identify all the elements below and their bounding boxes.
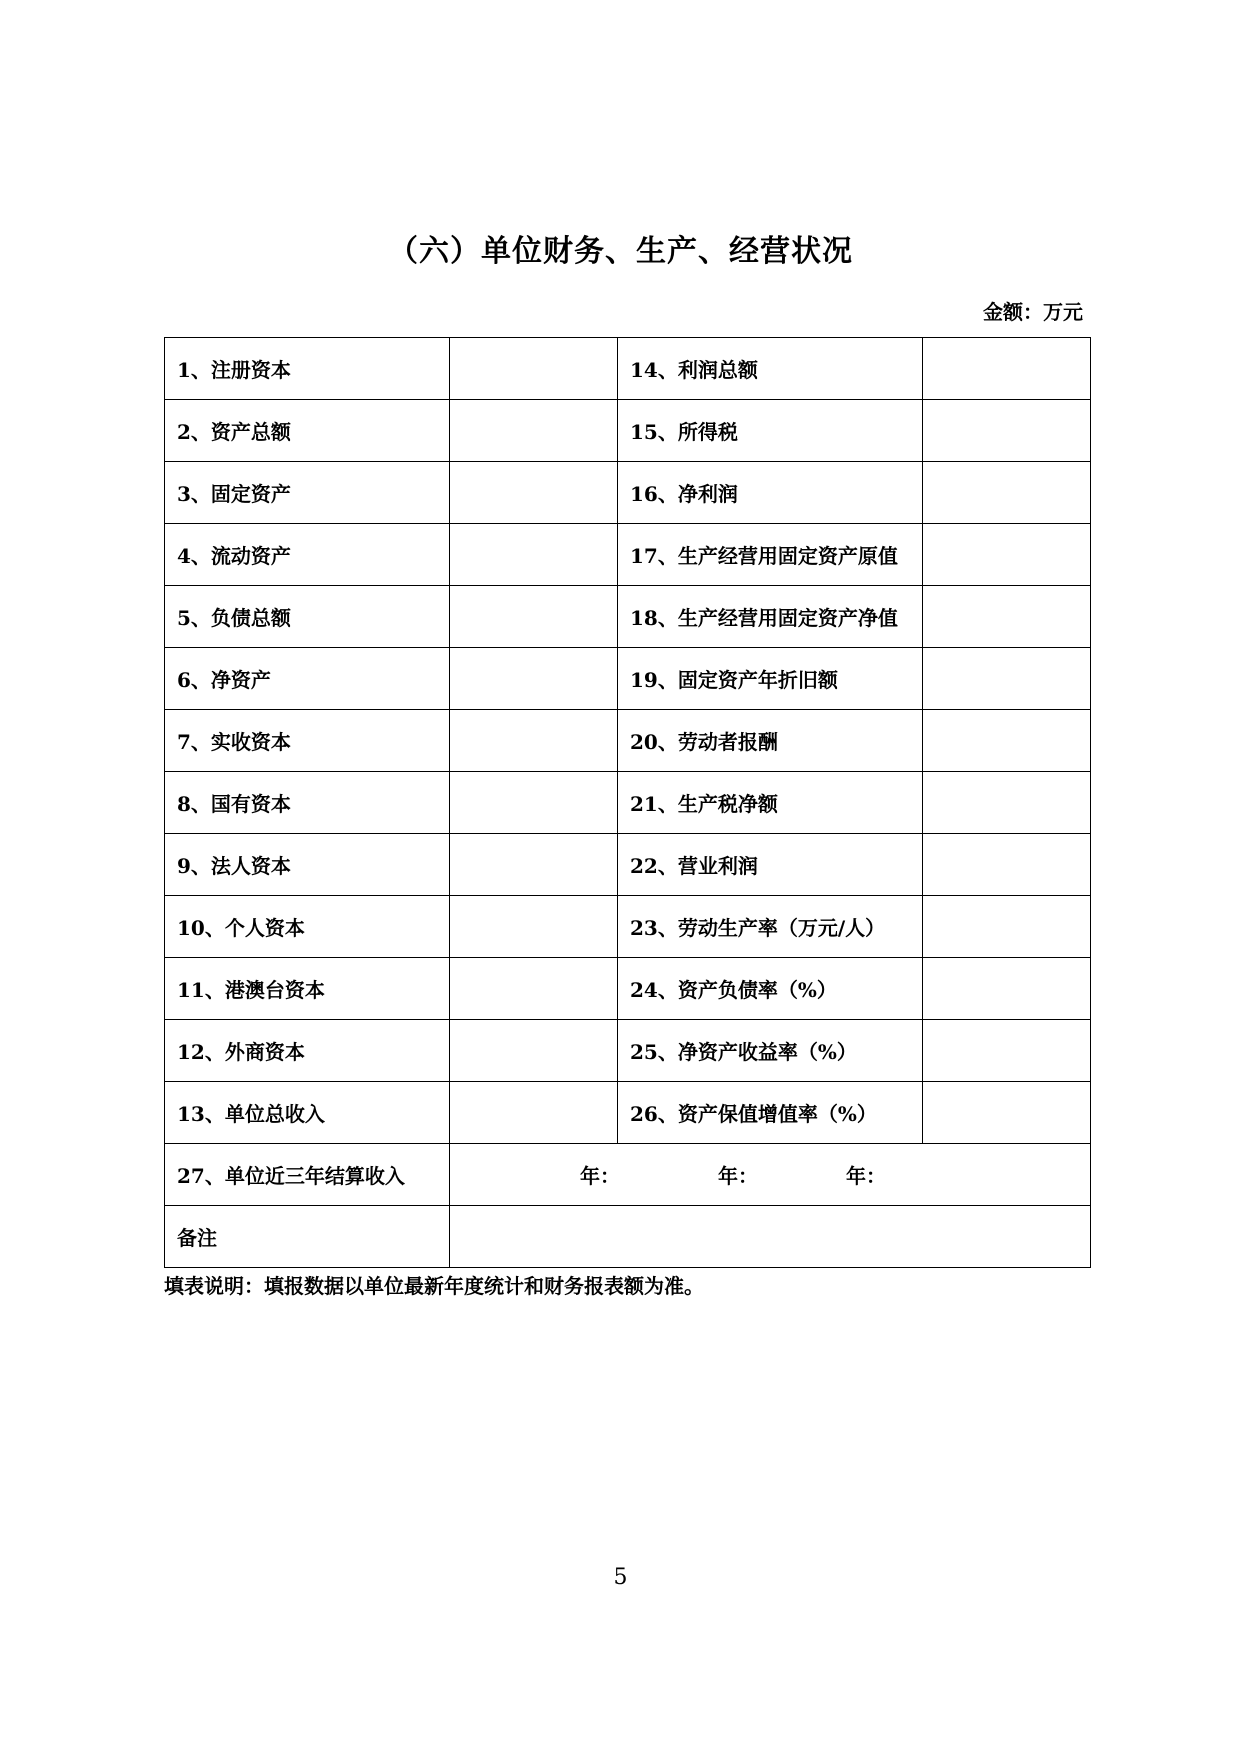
- row-label-left: 5、负债总额: [165, 586, 450, 648]
- row-label-right: 14、利润总额: [618, 338, 923, 400]
- row-label-left: 9、法人资本: [165, 834, 450, 896]
- finance-table: [164, 337, 1091, 1268]
- page-number: 5: [613, 1565, 628, 1590]
- value-cell-left[interactable]: [450, 586, 618, 648]
- income-row: [165, 1144, 1091, 1206]
- row-label-right: 18、生产经营用固定资产净值: [618, 586, 923, 648]
- row-label-right: 22、营业利润: [618, 834, 923, 896]
- year-field-3[interactable]: 年：: [846, 1164, 886, 1188]
- page-title: （六）单位财务、生产、经营状况: [388, 234, 853, 269]
- value-cell-left[interactable]: [450, 710, 618, 772]
- value-cell-left[interactable]: [450, 338, 618, 400]
- table-row: [165, 1082, 1091, 1144]
- table-row: [165, 958, 1091, 1020]
- row-label-left: 4、流动资产: [165, 524, 450, 586]
- table-row: [165, 586, 1091, 648]
- value-cell-left[interactable]: [450, 1082, 618, 1144]
- value-cell-right[interactable]: [923, 338, 1091, 400]
- table-row: [165, 834, 1091, 896]
- row-label-right: 24、资产负债率（%）: [618, 958, 923, 1020]
- row-label-right: 26、资产保值增值率（%）: [618, 1082, 923, 1144]
- row-label-left: 8、国有资本: [165, 772, 450, 834]
- row-label-right: 15、所得税: [618, 400, 923, 462]
- table-row: [165, 338, 1091, 400]
- value-cell-right[interactable]: [923, 710, 1091, 772]
- remark-row: [165, 1206, 1091, 1268]
- row-label-left: 7、实收资本: [165, 710, 450, 772]
- row-label-left: 6、净资产: [165, 648, 450, 710]
- value-cell-right[interactable]: [923, 1020, 1091, 1082]
- row-label-right: 21、生产税净额: [618, 772, 923, 834]
- row-label-right: 16、净利润: [618, 462, 923, 524]
- value-cell-right[interactable]: [923, 772, 1091, 834]
- row-label-left: 13、单位总收入: [165, 1082, 450, 1144]
- table-row: [165, 710, 1091, 772]
- value-cell-left[interactable]: [450, 1020, 618, 1082]
- row-label-right: 17、生产经营用固定资产原值: [618, 524, 923, 586]
- value-cell-left[interactable]: [450, 400, 618, 462]
- income-row-label: 27、单位近三年结算收入: [165, 1144, 450, 1206]
- value-cell-left[interactable]: [450, 462, 618, 524]
- value-cell-right[interactable]: [923, 586, 1091, 648]
- value-cell-right[interactable]: [923, 462, 1091, 524]
- value-cell-right[interactable]: [923, 524, 1091, 586]
- year-field-2[interactable]: 年：: [718, 1164, 758, 1188]
- value-cell-left[interactable]: [450, 648, 618, 710]
- value-cell-left[interactable]: [450, 772, 618, 834]
- row-label-left: 11、港澳台资本: [165, 958, 450, 1020]
- row-label-right: 20、劳动者报酬: [618, 710, 923, 772]
- row-label-right: 23、劳动生产率（万元/人）: [618, 896, 923, 958]
- row-label-left: 3、固定资产: [165, 462, 450, 524]
- row-label-right: 19、固定资产年折旧额: [618, 648, 923, 710]
- income-years-cell[interactable]: [450, 1144, 1091, 1206]
- table-row: [165, 400, 1091, 462]
- value-cell-right[interactable]: [923, 958, 1091, 1020]
- year-fields: [462, 1160, 1090, 1189]
- row-label-left: 2、资产总额: [165, 400, 450, 462]
- row-label-right: 25、净资产收益率（%）: [618, 1020, 923, 1082]
- finance-table-body: [165, 338, 1091, 1268]
- value-cell-right[interactable]: [923, 648, 1091, 710]
- value-cell-left[interactable]: [450, 896, 618, 958]
- table-row: [165, 648, 1091, 710]
- value-cell-left[interactable]: [450, 524, 618, 586]
- value-cell-right[interactable]: [923, 1082, 1091, 1144]
- remark-value-cell[interactable]: [450, 1206, 1091, 1268]
- value-cell-right[interactable]: [923, 896, 1091, 958]
- amount-unit-label: 金额：万元: [983, 300, 1083, 324]
- table-row: [165, 1020, 1091, 1082]
- row-label-left: 10、个人资本: [165, 896, 450, 958]
- remark-label: 备注: [165, 1206, 450, 1268]
- fill-instruction-note: 填表说明：填报数据以单位最新年度统计和财务报表额为准。: [164, 1274, 704, 1298]
- value-cell-right[interactable]: [923, 400, 1091, 462]
- table-row: [165, 896, 1091, 958]
- year-field-1[interactable]: 年：: [580, 1164, 620, 1188]
- value-cell-left[interactable]: [450, 834, 618, 896]
- table-row: [165, 524, 1091, 586]
- table-row: [165, 462, 1091, 524]
- row-label-left: 12、外商资本: [165, 1020, 450, 1082]
- row-label-left: 1、注册资本: [165, 338, 450, 400]
- value-cell-left[interactable]: [450, 958, 618, 1020]
- value-cell-right[interactable]: [923, 834, 1091, 896]
- table-row: [165, 772, 1091, 834]
